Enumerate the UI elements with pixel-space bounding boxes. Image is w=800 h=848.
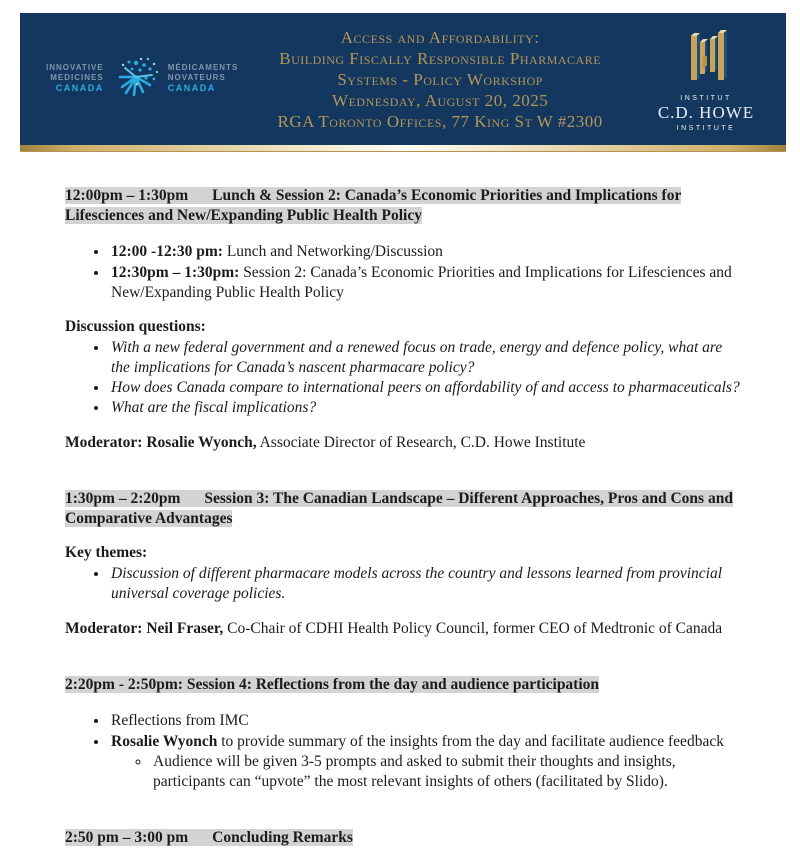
imc-fr-line1: MÉDICAMENTS <box>167 63 239 73</box>
imc-fr-country: CANADA <box>167 83 216 94</box>
session4-list <box>65 711 740 792</box>
agenda-content <box>0 152 800 848</box>
speaker-text: to provide summary of the insights from the day and facilitate audience feedback <box>217 733 724 750</box>
event-banner <box>20 13 786 145</box>
schedule-time: 12:00 -12:30 pm: <box>111 243 223 260</box>
imc-en-country: CANADA <box>55 83 104 94</box>
schedule-text: Session 2: Canada’s Economic Priorities and Implications for Lifesciences and New/Expanding Public Health Policy <box>111 264 732 301</box>
event-title-line: Building Fiscally Responsible Pharmacare <box>279 48 602 68</box>
session3-heading <box>65 489 740 529</box>
list-item <box>109 732 740 792</box>
session3-moderator <box>65 619 740 639</box>
list-item: • Reflections from IMC <box>109 711 740 731</box>
speaker-name: Rosalie Wyonch <box>111 733 218 750</box>
cdhowe-name-label: C.D. HOWE <box>657 103 755 122</box>
concluding-heading <box>65 828 740 848</box>
session4-title: 2:20pm - 2:50pm: Session 4: Reflections from the day and audience participation <box>65 676 600 693</box>
session4-sublist <box>111 752 740 792</box>
event-title-line: Systems - Policy Workshop <box>337 69 543 89</box>
imc-fr-line2: NOVATEURS <box>167 73 226 83</box>
list-item: ◦ Audience will be given 3-5 prompts and asked to submit their thoughts and insights, participants can “upvote” the most relevant insights of others (facilitated by Slido). <box>151 752 740 792</box>
moderator-name: Moderator: Neil Fraser, <box>65 620 224 637</box>
list-item: • How does Canada compare to international peers on affordability of and access to pharmaceuticals? <box>109 378 740 398</box>
schedule-time: 12:30pm – 1:30pm: <box>111 264 240 281</box>
session2-schedule-list <box>65 242 740 303</box>
discussion-questions-label: Discussion questions: <box>65 318 206 335</box>
imc-en-line1: INNOVATIVE <box>46 63 104 73</box>
session2-moderator <box>65 433 740 453</box>
list-item <box>109 242 740 262</box>
session2-heading <box>65 186 740 226</box>
moderator-title: Associate Director of Research, C.D. Howe Institute <box>256 434 586 451</box>
imc-en-line2: MEDICINES <box>50 73 104 83</box>
key-themes-list <box>65 564 740 604</box>
cdhowe-columns-icon <box>677 26 735 93</box>
session2-time: 12:00pm – 1:30pm <box>65 187 189 204</box>
imc-logo <box>46 51 238 108</box>
moderator-title: Co-Chair of CDHI Health Policy Council, former CEO of Medtronic of Canada <box>223 620 723 637</box>
session3-time: 1:30pm – 2:20pm <box>65 490 181 507</box>
session2-title: Lunch & Session 2: Canada’s Economic Priorities and Implications for Lifesciences and New/Expanding Public Health Policy <box>65 187 682 224</box>
discussion-questions-list <box>65 338 740 418</box>
session4-heading <box>65 675 740 695</box>
list-item: • With a new federal government and a renewed focus on trade, energy and defence policy, what are the implications for Canada’s nascent pharmacare policy? <box>109 338 740 378</box>
document-page <box>0 13 800 846</box>
concluding-time: 2:50 pm – 3:00 pm <box>65 829 189 846</box>
moderator-name: Moderator: Rosalie Wyonch, <box>65 434 257 451</box>
list-item: • What are the fiscal implications? <box>109 398 740 418</box>
list-item <box>109 263 740 303</box>
event-title-line: RGA Toronto Offices, 77 King St W #2300 <box>277 111 603 131</box>
cdhowe-institut-label: INSTITUT <box>680 95 732 102</box>
session3-title: Session 3: The Canadian Landscape – Different Approaches, Pros and Cons and Comparative Advantages <box>65 490 733 527</box>
list-item: • Discussion of different pharmacare models across the country and lessons learned from provincial universal coverage policies. <box>109 564 740 604</box>
concluding-title: Concluding Remarks <box>212 829 353 846</box>
key-themes-label: Key themes: <box>65 544 148 561</box>
event-title-line: Wednesday, August 20, 2025 <box>332 90 549 110</box>
imc-logo-english-text <box>46 63 104 94</box>
event-title-line: Access and Affordability: <box>340 27 540 47</box>
schedule-text: Lunch and Networking/Discussion <box>222 243 443 260</box>
imc-logo-french-text <box>168 63 239 94</box>
event-title <box>238 27 642 132</box>
gold-divider <box>20 145 786 152</box>
imc-starburst-icon <box>110 51 162 108</box>
cdhowe-institute-label: INSTITUTE <box>676 125 736 132</box>
cdhowe-logo <box>642 26 770 132</box>
